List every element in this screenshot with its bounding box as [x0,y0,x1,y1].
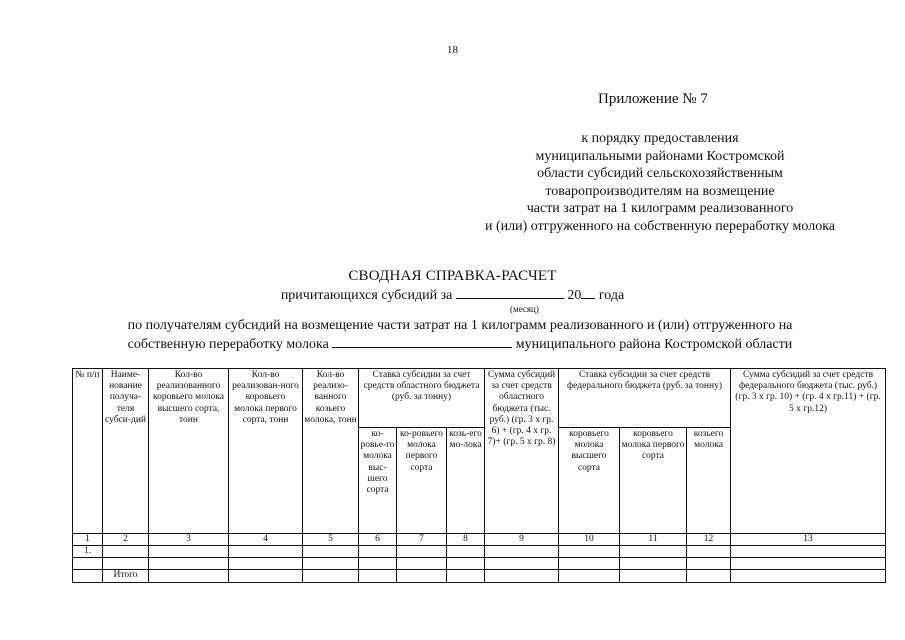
table-cell [397,558,447,570]
header-col-4: Кол-во реализован-ного коровьего молока первого сорта, тонн [229,369,303,534]
subtitle-line: к порядку предоставления [581,131,739,146]
table-cell [303,558,359,570]
table-cell [103,546,149,558]
column-number-row [73,534,886,546]
table-cell [229,570,303,582]
table-cell [559,558,620,570]
subtitle-line: муниципальными районами Костромской [535,148,785,164]
table-cell [73,558,103,570]
table-cell [229,546,303,558]
table-cell [447,558,485,570]
table-cell [149,558,229,570]
col-number: 2 [103,534,149,546]
col-number: 7 [397,534,447,546]
table-cell [149,546,229,558]
table-row [73,546,886,558]
subtitle-line: и (или) отгруженного на собственную переработку молока [485,218,835,234]
header-federal-rate: Ставка субсидии за счет средств федерального бюджета (руб. за тонну) [559,369,731,428]
table-cell [103,558,149,570]
appendix-heading: Приложение № 7 [598,91,708,107]
header-col-12: козьего молока [687,428,731,534]
month-note: (месяц) [510,304,539,314]
header-col-9: Сумма субсидий за счет средств областного бюджета (тыс. руб.) (гр. 3 х гр. 6) + (гр. 4 х гр. 7)+ (гр. 5 х гр. 8) [485,369,559,534]
col-number: 9 [485,534,559,546]
year-suffix: года [598,288,625,303]
subtitle-line: товаропроизводителям на возмещение [545,183,775,199]
subtitle-line: части затрат на 1 килограмм реализованного [526,201,794,217]
col-number: 8 [447,534,485,546]
header-col-10: коровьего молока высшего сорта [559,428,620,534]
table-cell [149,570,229,582]
header-col-11: коровьего молока первого сорта [620,428,687,534]
table-cell [687,570,731,582]
col-number: 10 [559,534,620,546]
table-cell [485,558,559,570]
recipients-paragraph [60,316,860,354]
appendix-subtitle [440,130,880,236]
table-cell [359,558,397,570]
table-cell [303,546,359,558]
table-cell [559,570,620,582]
table-cell [620,558,687,570]
total-row [73,570,886,582]
table-cell [687,546,731,558]
table-cell [620,570,687,582]
period-line [0,286,905,304]
table-cell [447,546,485,558]
header-col-3: Кол-во реализованного коровьего молока высшего сорта, тонн [149,369,229,534]
para-line-2 [60,335,860,354]
table-cell [485,546,559,558]
header-col-1: № п/п [73,369,103,534]
year-prefix: 20 [567,288,582,303]
row-number: 1. [73,546,103,558]
subtitle-line: области субсидий сельскохозяйственным [537,166,783,182]
table-cell [73,570,103,582]
header-col-2: Наиме-нование получа-теля субси-дий [103,369,149,534]
col-number: 1 [73,534,103,546]
table-cell [485,570,559,582]
col-number: 11 [620,534,687,546]
table-cell [447,570,485,582]
year-blank [581,286,595,299]
table-cell [731,558,886,570]
page-number: 18 [447,44,458,56]
table-cell [397,570,447,582]
table-cell [731,570,886,582]
header-col-7: ко-ровьего молока первого сорта [397,428,447,534]
col-number: 4 [229,534,303,546]
header-col-13: Сумма субсидий за счет средств федерального бюджета (тыс. руб.) (гр. 3 х гр. 10) + (гр. 4 х гр.11) + (гр. 5 х гр.12) [731,369,886,534]
col-number: 6 [359,534,397,546]
col-number: 12 [687,534,731,546]
table-cell [620,546,687,558]
header-col-5: Кол-во реализо-ванного козьего молока, тонн [303,369,359,534]
district-blank [332,335,512,348]
document-title: СВОДНАЯ СПРАВКА-РАСЧЕТ [348,268,557,284]
para-text-a: собственную переработку молока [127,337,329,352]
total-label: Итого [103,570,149,582]
table-row [73,558,886,570]
table-cell [687,558,731,570]
period-text: причитающихся субсидий за [280,288,453,303]
para-text-b: муниципального района Костромской области [515,337,793,352]
col-number: 5 [303,534,359,546]
header-col-6: ко-ровье-го молока выс-шего сорта [359,428,397,534]
para-line-1: по получателям субсидий на возмещение части затрат на 1 килограмм реализованного и (или) отгруженного на [127,318,793,333]
col-number: 3 [149,534,229,546]
table-cell [359,570,397,582]
table-cell [559,546,620,558]
table-cell [397,546,447,558]
header-col-8: козь-его мо-лока [447,428,485,534]
table-cell [731,546,886,558]
col-number: 13 [731,534,886,546]
month-blank [456,286,564,299]
table-cell [229,558,303,570]
header-regional-rate: Ставка субсидии за счет средств областного бюджета (руб. за тонну) [359,369,485,428]
calculation-table [72,368,886,583]
table-cell [359,546,397,558]
table-cell [303,570,359,582]
